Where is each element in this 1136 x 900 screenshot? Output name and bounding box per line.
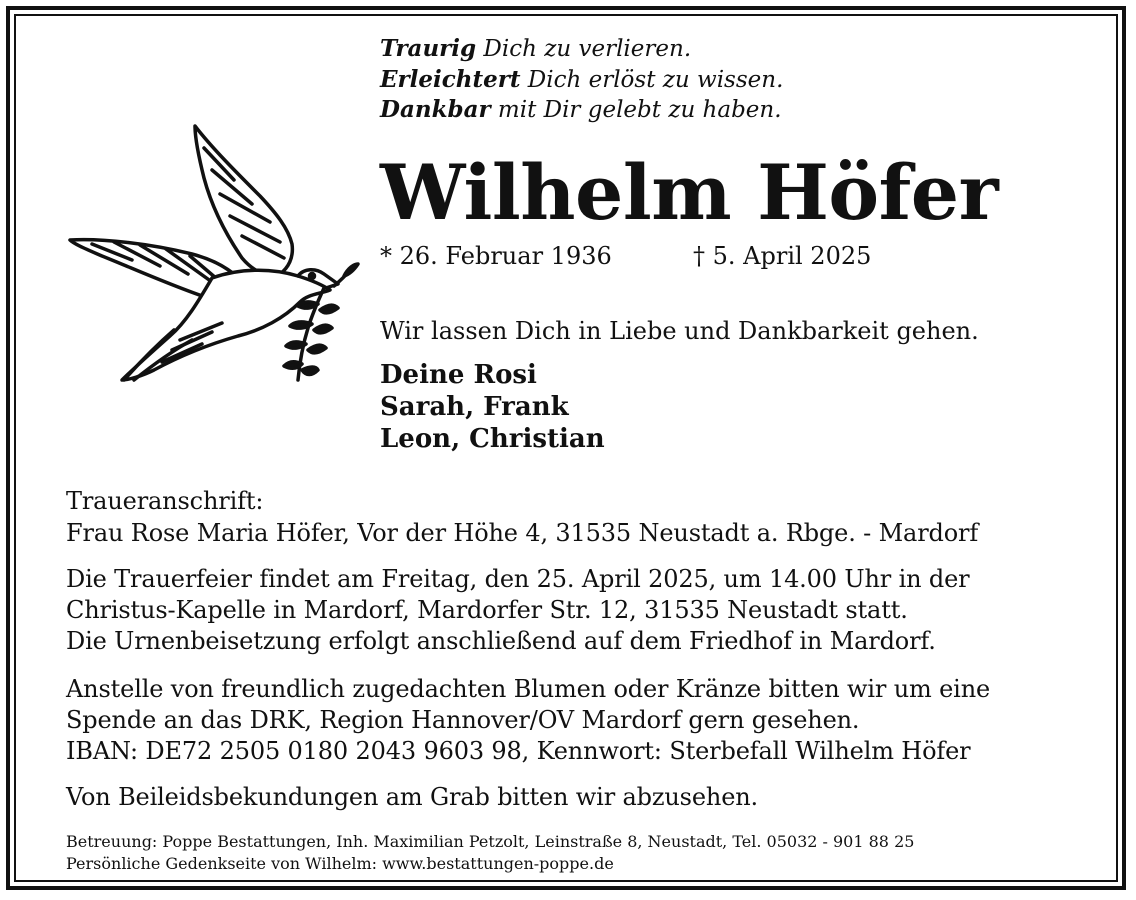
condolence-note: Von Beileidsbekundungen am Grab bitten wir abzusehen. [66,783,759,811]
service-details [66,564,969,657]
motto-line: Dankbar mit Dir gelebt zu haben. [380,96,782,123]
donation-details [66,674,990,767]
donation-line: IBAN: DE72 2505 0180 2043 9603 98, Kennwort: Sterbefall Wilhelm Höfer [66,737,971,765]
birth-date: * 26. Februar 1936 [380,242,612,270]
donation-line: Anstelle von freundlich zugedachten Blumen oder Kränze bitten wir um eine [66,675,991,703]
motto-line: Erleichtert Dich erlöst zu wissen. [380,65,784,93]
dove-with-olive-branch-icon [62,118,362,398]
funeral-home-footer [66,831,914,875]
footer-line: Persönliche Gedenkseite von Wilhelm: www.bestattungen-poppe.de [66,854,614,873]
family-line: Leon, Christian [380,424,605,454]
service-line: Die Urnenbeisetzung erfolgt anschließend auf dem Friedhof in Mardorf. [66,627,936,655]
service-line: Die Trauerfeier findet am Freitag, den 25. April 2025, um 14.00 Uhr in der [66,565,970,593]
service-line: Christus-Kapelle in Mardorf, Mardorfer Str. 12, 31535 Neustadt statt. [66,596,908,624]
mourning-address: Frau Rose Maria Höfer, Vor der Höhe 4, 31535 Neustadt a. Rbge. - Mardorf [66,519,979,547]
family-line: Sarah, Frank [380,392,569,422]
address-label: Traueranschrift: [66,487,264,515]
motto-line: Traurig Dich zu verlieren. [380,35,692,62]
deceased-name: Wilhelm Höfer [380,148,999,237]
footer-line: Betreuung: Poppe Bestattungen, Inh. Maximilian Petzolt, Leinstraße 8, Neustadt, Tel. 05032 - 901 88 25 [66,832,915,851]
death-date: † 5. April 2025 [693,242,872,270]
family-line: Deine Rosi [380,360,537,390]
donation-line: Spende an das DRK, Region Hannover/OV Mardorf gern gesehen. [66,706,860,734]
farewell-line: Wir lassen Dich in Liebe und Dankbarkeit gehen. [380,317,979,345]
motto-verse [380,34,783,126]
family-signatures [380,359,605,455]
